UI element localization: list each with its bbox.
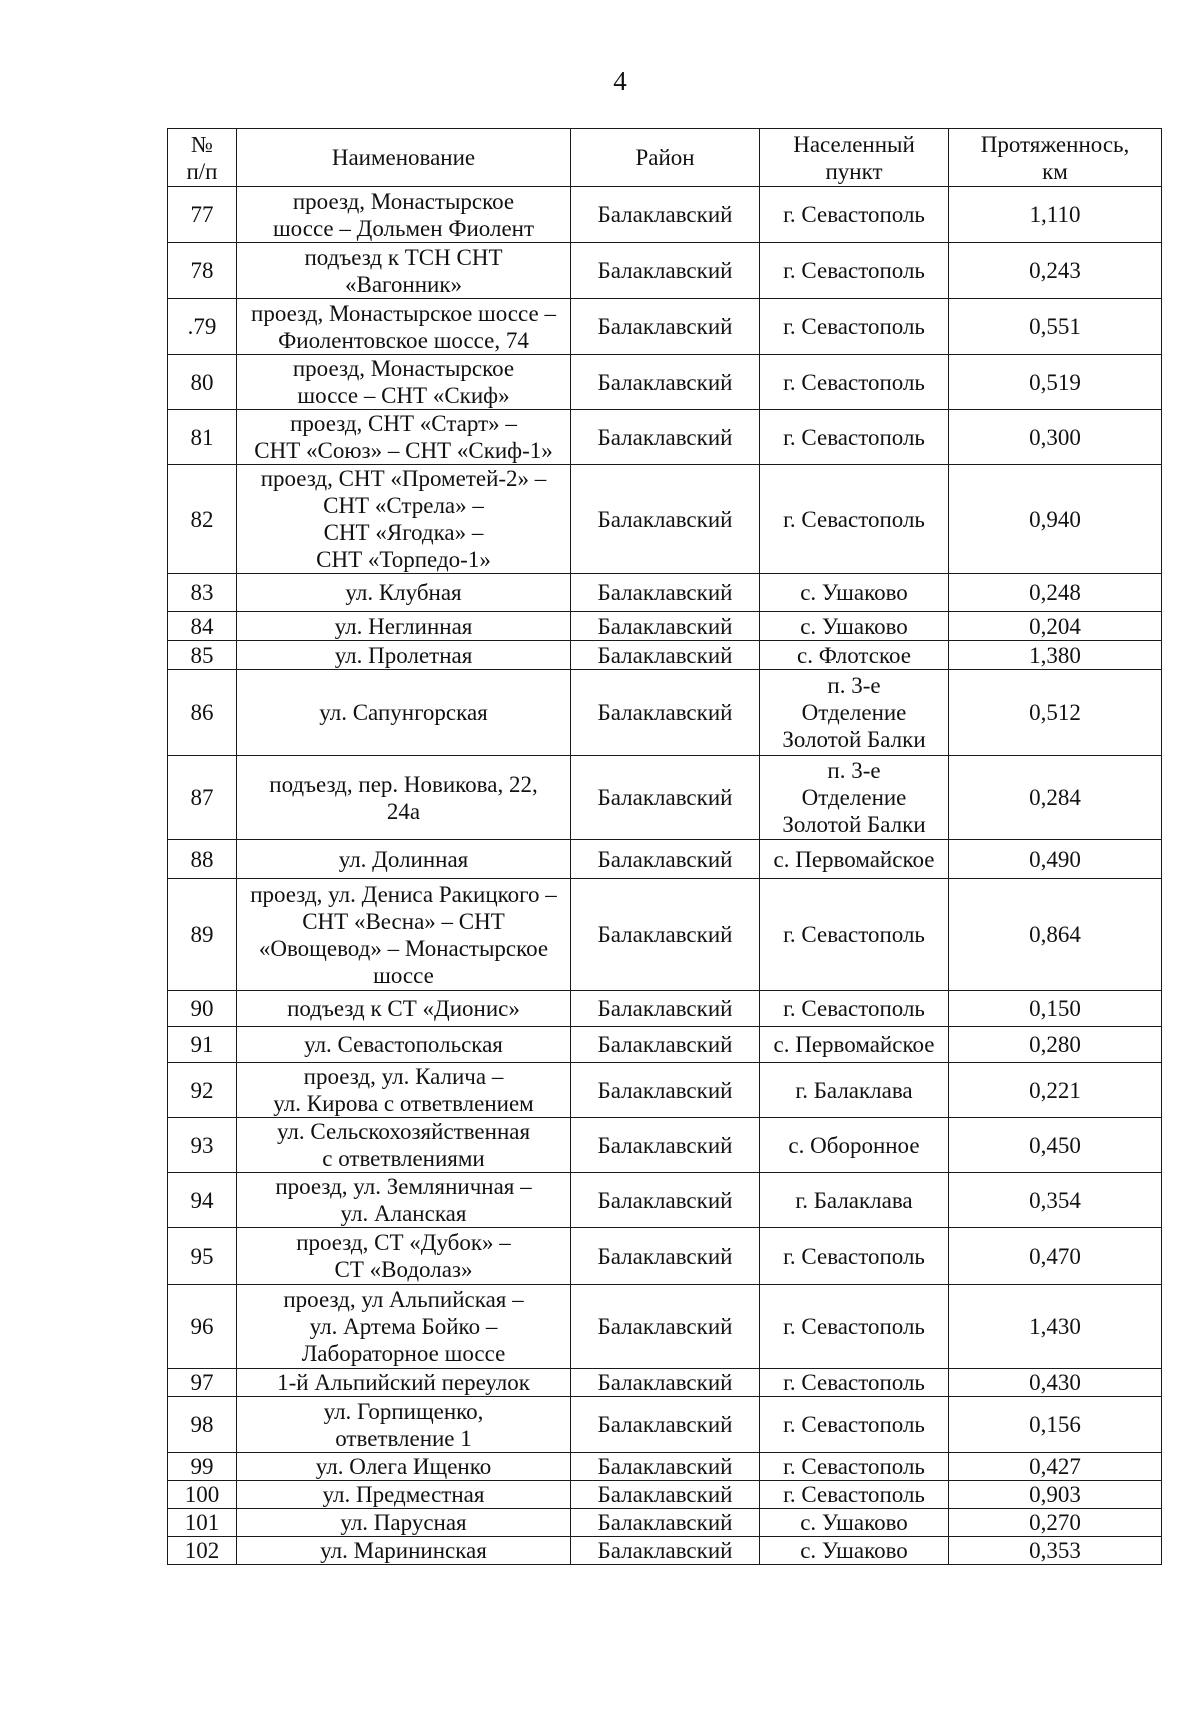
cell-locality: г. Севастополь: [760, 1369, 949, 1397]
cell-district: Балаклавский: [571, 465, 760, 574]
cell-district: Балаклавский: [571, 756, 760, 840]
table-row: [168, 1228, 1162, 1285]
table-row: [168, 1027, 1162, 1063]
cell-locality: п. 3-е Отделение Золотой Балки: [760, 670, 949, 756]
cell-name: подъезд к ТСН СНТ «Вагонник»: [237, 243, 571, 299]
cell-locality: п. 3-е Отделение Золотой Балки: [760, 756, 949, 840]
cell-district: Балаклавский: [571, 574, 760, 612]
cell-name: проезд, ул. Земляничная – ул. Аланская: [237, 1173, 571, 1228]
cell-length: 0,156: [949, 1397, 1162, 1453]
cell-length: 0,270: [949, 1509, 1162, 1537]
table-row: [168, 1118, 1162, 1173]
table-row: [168, 299, 1162, 355]
cell-district: Балаклавский: [571, 1118, 760, 1173]
table-row: [168, 187, 1162, 243]
cell-num: 92: [168, 1063, 237, 1118]
cell-name: ул. Долинная: [237, 840, 571, 879]
cell-name: ул. Парусная: [237, 1509, 571, 1537]
cell-length: 0,427: [949, 1453, 1162, 1481]
cell-name: ул. Сапунгорская: [237, 670, 571, 756]
cell-length: 0,284: [949, 756, 1162, 840]
cell-district: Балаклавский: [571, 1027, 760, 1063]
cell-district: Балаклавский: [571, 991, 760, 1027]
table-row: [168, 1397, 1162, 1453]
cell-length: 0,300: [949, 410, 1162, 465]
cell-num: 77: [168, 187, 237, 243]
cell-num: 94: [168, 1173, 237, 1228]
header-locality: Населенный пункт: [760, 129, 949, 187]
table-row: [168, 641, 1162, 670]
table-row: [168, 1453, 1162, 1481]
cell-district: Балаклавский: [571, 1285, 760, 1369]
table-row: [168, 756, 1162, 840]
cell-name: проезд, Монастырское шоссе – СНТ «Скиф»: [237, 355, 571, 410]
cell-num: .79: [168, 299, 237, 355]
cell-locality: г. Севастополь: [760, 879, 949, 991]
cell-locality: с. Оборонное: [760, 1118, 949, 1173]
cell-name: проезд, ул Альпийская – ул. Артема Бойко – Лабораторное шоссе: [237, 1285, 571, 1369]
cell-locality: г. Севастополь: [760, 299, 949, 355]
cell-num: 102: [168, 1537, 237, 1565]
cell-name: проезд, ул. Дениса Ракицкого – СНТ «Весна» – СНТ «Овощевод» – Монастырское шоссе: [237, 879, 571, 991]
cell-district: Балаклавский: [571, 840, 760, 879]
cell-district: Балаклавский: [571, 1481, 760, 1509]
cell-length: 0,430: [949, 1369, 1162, 1397]
table-row: [168, 1063, 1162, 1118]
cell-district: Балаклавский: [571, 879, 760, 991]
table-header-row: [168, 129, 1162, 187]
cell-locality: г. Севастополь: [760, 1397, 949, 1453]
table-row: [168, 1537, 1162, 1565]
cell-locality: г. Севастополь: [760, 355, 949, 410]
header-name: Наименование: [237, 129, 571, 187]
cell-name: 1-й Альпийский переулок: [237, 1369, 571, 1397]
table-row: [168, 879, 1162, 991]
header-num: № п/п: [168, 129, 237, 187]
cell-locality: г. Балаклава: [760, 1063, 949, 1118]
cell-district: Балаклавский: [571, 641, 760, 670]
cell-length: 0,519: [949, 355, 1162, 410]
cell-district: Балаклавский: [571, 1537, 760, 1565]
header-district: Район: [571, 129, 760, 187]
table-row: [168, 574, 1162, 612]
cell-locality: с. Ушаково: [760, 612, 949, 641]
cell-locality: г. Севастополь: [760, 991, 949, 1027]
cell-length: 0,204: [949, 612, 1162, 641]
header-length: Протяженнось, км: [949, 129, 1162, 187]
cell-district: Балаклавский: [571, 1228, 760, 1285]
cell-locality: с. Первомайское: [760, 1027, 949, 1063]
cell-length: 0,280: [949, 1027, 1162, 1063]
cell-num: 90: [168, 991, 237, 1027]
table-row: [168, 1481, 1162, 1509]
cell-name: ул. Предместная: [237, 1481, 571, 1509]
cell-length: 0,490: [949, 840, 1162, 879]
cell-name: подъезд к СТ «Дионис»: [237, 991, 571, 1027]
cell-name: ул. Неглинная: [237, 612, 571, 641]
cell-num: 84: [168, 612, 237, 641]
cell-num: 86: [168, 670, 237, 756]
cell-locality: г. Севастополь: [760, 1228, 949, 1285]
cell-length: 0,864: [949, 879, 1162, 991]
cell-locality: г. Севастополь: [760, 1453, 949, 1481]
table-row: [168, 1369, 1162, 1397]
cell-num: 87: [168, 756, 237, 840]
cell-district: Балаклавский: [571, 670, 760, 756]
cell-num: 85: [168, 641, 237, 670]
table-row: [168, 465, 1162, 574]
cell-length: 0,150: [949, 991, 1162, 1027]
table-row: [168, 243, 1162, 299]
cell-district: Балаклавский: [571, 1397, 760, 1453]
cell-num: 98: [168, 1397, 237, 1453]
table-row: [168, 410, 1162, 465]
cell-num: 95: [168, 1228, 237, 1285]
cell-num: 82: [168, 465, 237, 574]
cell-locality: г. Севастополь: [760, 1285, 949, 1369]
cell-name: проезд, ул. Калича – ул. Кирова с ответвлением: [237, 1063, 571, 1118]
cell-length: 0,243: [949, 243, 1162, 299]
cell-num: 83: [168, 574, 237, 612]
cell-length: 0,512: [949, 670, 1162, 756]
cell-district: Балаклавский: [571, 299, 760, 355]
cell-name: ул. Клубная: [237, 574, 571, 612]
cell-locality: с. Флотское: [760, 641, 949, 670]
cell-name: проезд, СТ «Дубок» – СТ «Водолаз»: [237, 1228, 571, 1285]
cell-locality: г. Севастополь: [760, 187, 949, 243]
cell-district: Балаклавский: [571, 1173, 760, 1228]
cell-num: 99: [168, 1453, 237, 1481]
table-row: [168, 1173, 1162, 1228]
cell-locality: г. Балаклава: [760, 1173, 949, 1228]
cell-length: 0,450: [949, 1118, 1162, 1173]
cell-num: 97: [168, 1369, 237, 1397]
cell-name: ул. Пролетная: [237, 641, 571, 670]
cell-length: 0,470: [949, 1228, 1162, 1285]
cell-locality: с. Ушаково: [760, 1509, 949, 1537]
cell-locality: с. Первомайское: [760, 840, 949, 879]
cell-num: 80: [168, 355, 237, 410]
cell-locality: с. Ушаково: [760, 1537, 949, 1565]
cell-district: Балаклавский: [571, 612, 760, 641]
table-row: [168, 991, 1162, 1027]
cell-length: 1,430: [949, 1285, 1162, 1369]
table-row: [168, 1509, 1162, 1537]
table-row: [168, 670, 1162, 756]
cell-name: ул. Горпищенко, ответвление 1: [237, 1397, 571, 1453]
cell-length: 0,903: [949, 1481, 1162, 1509]
cell-num: 100: [168, 1481, 237, 1509]
cell-length: 0,248: [949, 574, 1162, 612]
cell-num: 101: [168, 1509, 237, 1537]
cell-length: 1,110: [949, 187, 1162, 243]
cell-locality: г. Севастополь: [760, 243, 949, 299]
cell-name: ул. Сельскохозяйственная с ответвлениями: [237, 1118, 571, 1173]
cell-length: 0,353: [949, 1537, 1162, 1565]
cell-num: 78: [168, 243, 237, 299]
table-row: [168, 1285, 1162, 1369]
cell-name: проезд, Монастырское шоссе – Фиолентовское шоссе, 74: [237, 299, 571, 355]
roads-table: [167, 128, 1162, 1565]
cell-length: 1,380: [949, 641, 1162, 670]
cell-length: 0,221: [949, 1063, 1162, 1118]
cell-name: ул. Олега Ищенко: [237, 1453, 571, 1481]
cell-num: 81: [168, 410, 237, 465]
cell-length: 0,551: [949, 299, 1162, 355]
cell-locality: г. Севастополь: [760, 465, 949, 574]
page-number: 4: [613, 66, 627, 96]
cell-num: 89: [168, 879, 237, 991]
table-row: [168, 355, 1162, 410]
cell-num: 93: [168, 1118, 237, 1173]
cell-district: Балаклавский: [571, 187, 760, 243]
cell-name: подъезд, пер. Новикова, 22, 24а: [237, 756, 571, 840]
cell-district: Балаклавский: [571, 243, 760, 299]
cell-num: 88: [168, 840, 237, 879]
cell-district: Балаклавский: [571, 355, 760, 410]
cell-name: проезд, СНТ «Старт» – СНТ «Союз» – СНТ «Скиф-1»: [237, 410, 571, 465]
cell-name: ул. Марининская: [237, 1537, 571, 1565]
cell-num: 96: [168, 1285, 237, 1369]
cell-length: 0,940: [949, 465, 1162, 574]
cell-name: проезд, СНТ «Прометей-2» – СНТ «Стрела» – СНТ «Ягодка» – СНТ «Торпедо-1»: [237, 465, 571, 574]
cell-name: ул. Севастопольская: [237, 1027, 571, 1063]
cell-locality: г. Севастополь: [760, 410, 949, 465]
cell-district: Балаклавский: [571, 1063, 760, 1118]
cell-locality: г. Севастополь: [760, 1481, 949, 1509]
cell-locality: с. Ушаково: [760, 574, 949, 612]
cell-length: 0,354: [949, 1173, 1162, 1228]
table-row: [168, 840, 1162, 879]
table-row: [168, 612, 1162, 641]
cell-num: 91: [168, 1027, 237, 1063]
cell-name: проезд, Монастырское шоссе – Дольмен Фиолент: [237, 187, 571, 243]
cell-district: Балаклавский: [571, 410, 760, 465]
cell-district: Балаклавский: [571, 1509, 760, 1537]
cell-district: Балаклавский: [571, 1369, 760, 1397]
cell-district: Балаклавский: [571, 1453, 760, 1481]
